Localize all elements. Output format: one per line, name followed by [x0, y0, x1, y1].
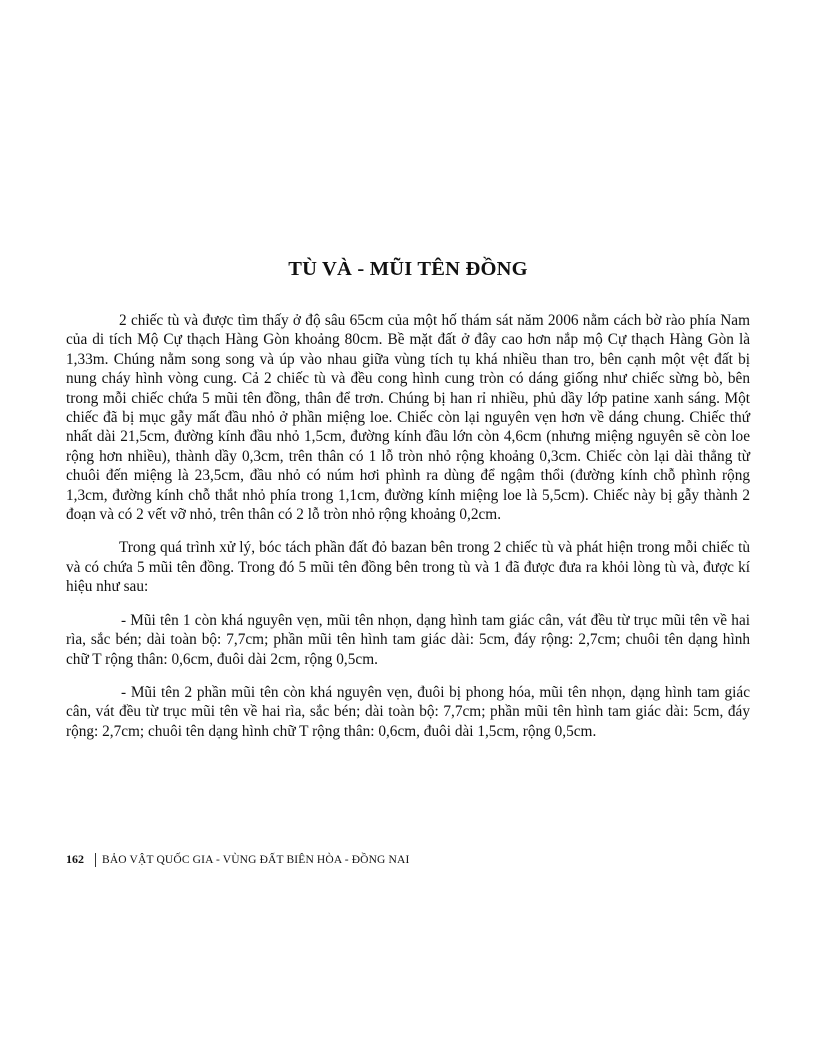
paragraph-processing: Trong quá trình xử lý, bóc tách phần đất đỏ bazan bên trong 2 chiếc tù và phát hiện trong mỗi chiếc tù và có chứa 5 mũi tên đồng. Trong đó 5 mũi tên đồng bên trong tù và 1 đã được đưa ra khỏi lòng tù và, được kí hiệu như sau: — [66, 539, 750, 596]
footer-divider — [95, 853, 96, 867]
running-title: BẢO VẬT QUỐC GIA - VÙNG ĐẤT BIÊN HÒA - ĐỒNG NAI — [102, 853, 410, 866]
body-text — [66, 311, 750, 755]
paragraph-arrow-2: - Mũi tên 2 phần mũi tên còn khá nguyên vẹn, đuôi bị phong hóa, mũi tên nhọn, dạng hình tam giác cân, vát đều từ trục mũi tên về hai rìa, sắc bén; dài toàn bộ: 7,7cm; phần mũi tên hình tam giác dài: 5cm, đáy rộng: 2,7cm; chuôi tên dạng hình chữ T rộng thân: 0,6cm, đuôi dài 1,5cm, rộng 0,5cm. — [66, 683, 750, 740]
paragraph-description: 2 chiếc tù và được tìm thấy ở độ sâu 65cm của một hố thám sát năm 2006 nằm cách bờ rào phía Nam của di tích Mộ Cự thạch Hàng Gòn khoảng 80cm. Bề mặt đất ở đây cao hơn nắp mộ Cự thạch Hàng Gòn là 1,33m. Chúng nằm song song và úp vào nhau giữa vùng tích tụ khá nhiều than tro, bên cạnh một vệt đất bị nung cháy hình vòng cung. Cả 2 chiếc tù và đều cong hình cung tròn có dáng giống như chiếc sừng bò, bên trong mỗi chiếc chứa 5 mũi tên đồng, thân để trơn. Chúng bị han rỉ nhiều, phủ dầy lớp patine xanh sáng. Một chiếc đã bị mục gẫy mất đầu nhỏ ở phần miệng loe. Chiếc còn lại nguyên vẹn hơn về dáng chung. Chiếc thứ nhất dài 21,5cm, đường kính đầu nhỏ 1,5cm, đường kính đầu lớn còn 4,6cm (nhưng miệng nguyên sẽ còn loe rộng hơn nhiều), thành dầy 0,3cm, trên thân có 1 lỗ tròn nhỏ rộng khoảng 0,3cm. Chiếc còn lại dài thẳng từ chuôi đến miệng là 23,5cm, đầu nhỏ có núm hơi phình ra dùng để ngậm thổi (đường kính chỗ phình rộng 1,3cm, đường kính chỗ thắt nhỏ phía trong 1,1cm, đường kính miệng loe là 5,5cm). Chiếc này bị gẫy thành 2 đoạn và có 2 vết vỡ nhỏ, trên thân có 2 lỗ tròn nhỏ rộng khoảng 0,2cm. — [66, 312, 750, 524]
paragraph-arrow-1: - Mũi tên 1 còn khá nguyên vẹn, mũi tên nhọn, dạng hình tam giác cân, vát đều từ trục mũi tên về hai rìa, sắc bén; dài toàn bộ: 7,7cm; phần mũi tên hình tam giác dài: 5cm, đáy rộng: 2,7cm; chuôi tên dạng hình chữ T rộng thân: 0,6cm, đuôi dài 2cm, rộng 0,5cm. — [66, 611, 750, 668]
section-heading: TÙ VÀ - MŨI TÊN ĐỒNG — [288, 258, 528, 280]
page-number: 162 — [66, 852, 84, 866]
page-footer — [66, 852, 409, 867]
